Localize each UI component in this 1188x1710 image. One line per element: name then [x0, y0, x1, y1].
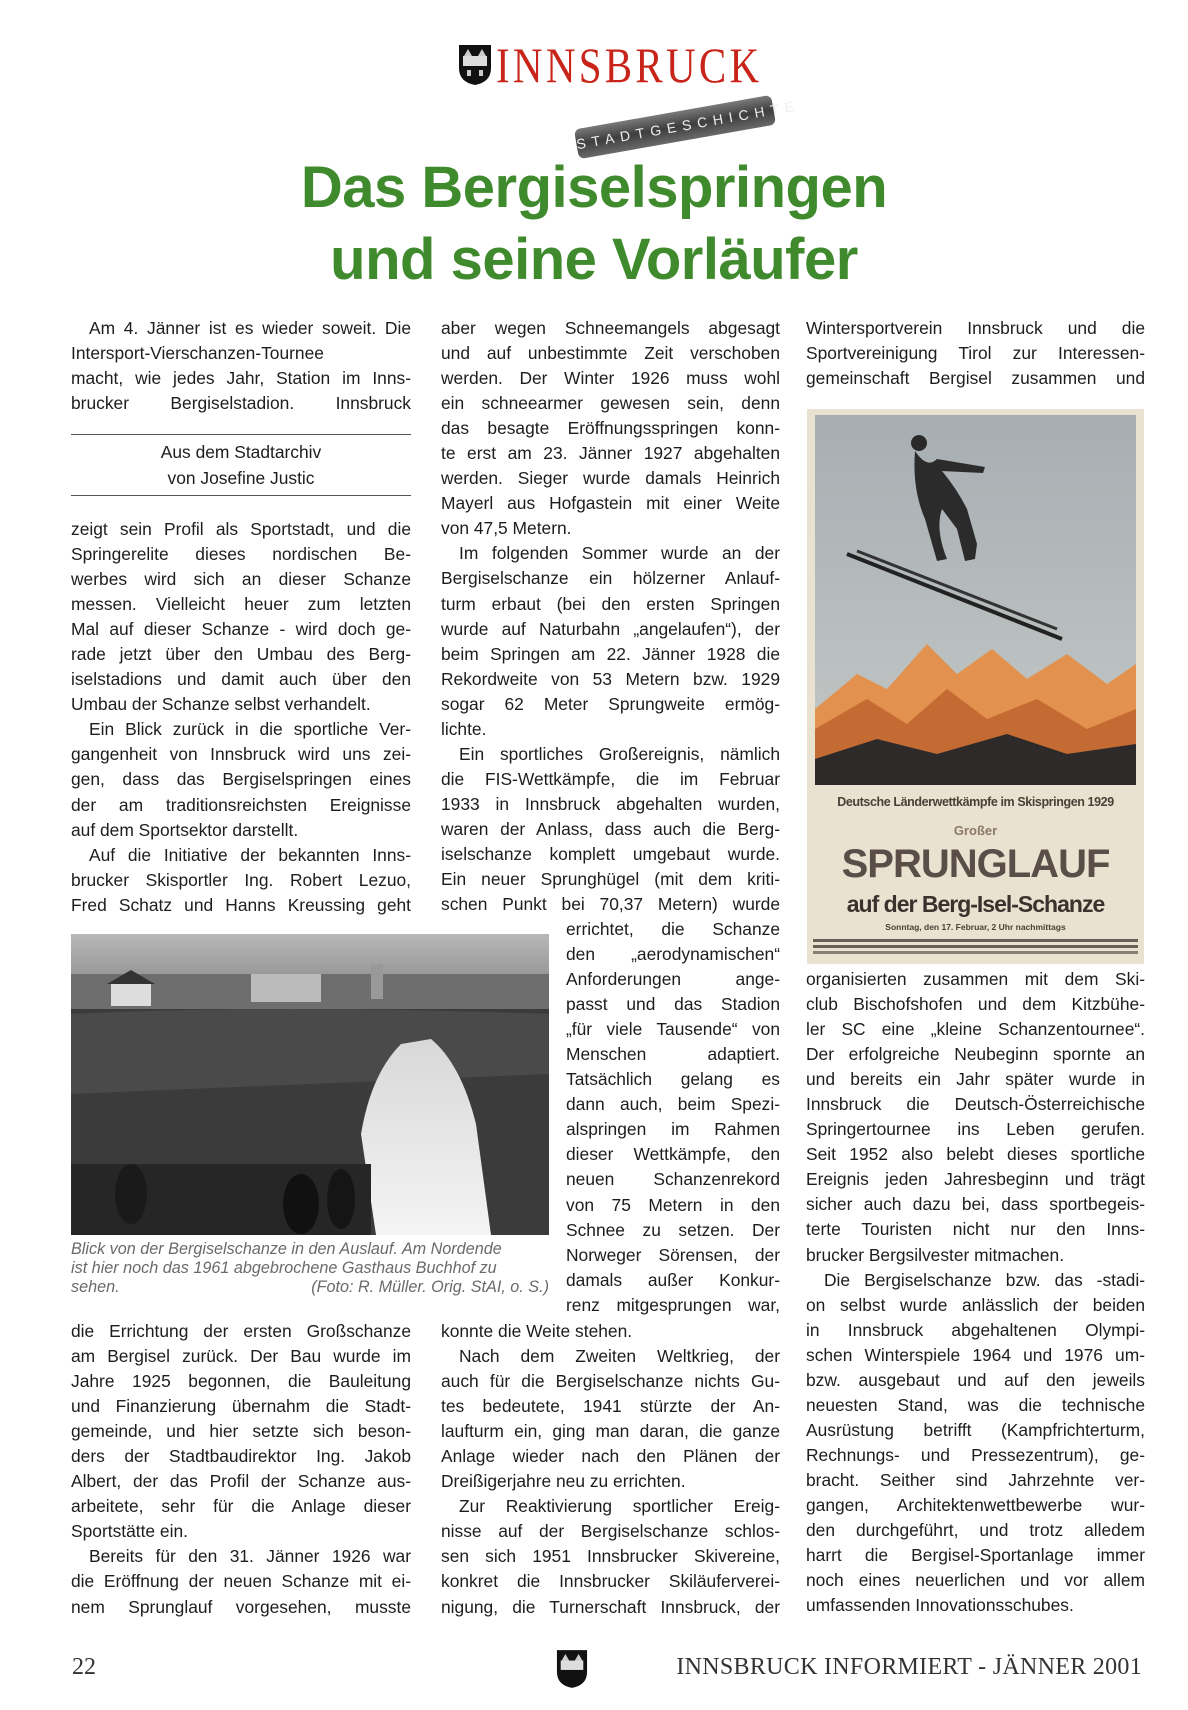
text-line: gemeinschaft Bergisel zusammen und [806, 368, 1145, 389]
text-line: 1933 in Innsbruck abgehalten wurden, [441, 793, 780, 814]
brand-title: INNSBRUCK [496, 37, 763, 93]
text-line: Sportstätte ein. [71, 1521, 188, 1542]
text-line: aber wegen Schneemangels abgesagt [441, 318, 780, 338]
text-line: Springertournee ins Leben gerufen. [806, 1119, 1145, 1140]
text-line: Ein sportliches Großereignis, nämlich [459, 743, 780, 764]
text-line: damals außer Konkur- [566, 1269, 780, 1290]
text-line: werbes wird sich an dieser Schanze [71, 569, 411, 590]
text-line: brucker Skisportler Ing. Robert Lezuo, [71, 869, 411, 890]
text-line: Ausrüstung betrifft (Kampfrichterturm, [806, 1419, 1145, 1440]
text-line: bracht. Seither sind Jahrzehnte ver- [806, 1469, 1145, 1490]
col1-body [71, 517, 411, 918]
text-line: club Bischofshofen und dem Kitzbühe- [806, 994, 1145, 1015]
text-line: der am traditionsreichsten Ereignisse [71, 794, 411, 815]
col3-intro [806, 316, 1145, 391]
text-line: Bergiselschanze ein hölzerner Anlauf- [441, 568, 780, 589]
col1-continued [71, 1319, 411, 1620]
poster-date: Sonntag, den 17. Februar, 2 Uhr nachmittags [885, 922, 1066, 932]
text-line: auch für die Bergiselschanze nichts Gu- [441, 1371, 780, 1392]
text-line: Norweger Sörensen, der [566, 1244, 780, 1265]
text-line: zeigt sein Profil als Sportstadt, und die [71, 519, 411, 539]
text-line: alspringen im Rahmen [566, 1119, 780, 1140]
sprunglauf-poster [807, 409, 1144, 964]
text-line: Mal auf dieser Schanze - wird doch ge- [71, 619, 411, 640]
text-line: Fred Schatz und Hanns Kreussing geht [71, 894, 411, 915]
text-line: und Finanzierung übernahm die Stadt- [71, 1396, 411, 1417]
text-line: schen Punkt bei 70,37 Metern) wurde [441, 894, 780, 915]
text-line: von 47,5 Metern. [441, 518, 572, 539]
text-line: Dreißigerjahre neu zu errichten. [441, 1471, 686, 1492]
col2-body [441, 316, 780, 917]
text-line: nem Sprunglauf vorgesehen, musste [71, 1596, 411, 1617]
text-line: renz mitgesprungen war, [566, 1294, 780, 1315]
text-line: waren der Anlass, dass auch die Berg- [441, 818, 780, 839]
text-line: die Eröffnung der neuen Schanze mit ei- [71, 1571, 411, 1592]
byline-author: von Josefine Justic [167, 468, 315, 488]
text-line: gangenheit von Innsbruck wird uns zei- [71, 744, 411, 765]
text-line: sicher auch dazu bei, dass sportbegeis- [806, 1194, 1145, 1215]
col3-body [806, 967, 1145, 1618]
caption-line: Blick von der Bergiselschanze in den Auslauf. Am Nordende [71, 1240, 502, 1258]
text-line: neuen Schanzenrekord [566, 1169, 780, 1190]
text-line: gangen, Architektenwettbewerbe wur- [806, 1494, 1145, 1515]
text-line: Seit 1952 also belebt dieses sportliche [806, 1144, 1145, 1165]
text-line: ler SC eine „kleine Schanzentournee“. [806, 1019, 1145, 1040]
col1-intro [71, 316, 411, 416]
text-line: laufturm ein, ging man daran, die ganze [441, 1421, 780, 1442]
text-line: Bereits für den 31. Jänner 1926 war [89, 1546, 411, 1567]
text-line: Im folgenden Sommer wurde an der [459, 543, 780, 564]
text-line: Sportvereinigung Tirol zur Interessen- [806, 343, 1145, 364]
caption-line: ist hier noch das 1961 abgebrochene Gasthaus Buchhof zu [71, 1259, 497, 1277]
text-line: werden. Der Winter 1926 muss wohl [441, 368, 780, 389]
text-line: schen Winterspiele 1964 und 1976 um- [806, 1344, 1145, 1365]
text-line: macht, wie jedes Jahr, Station im Inns- [71, 368, 411, 389]
caption-line: sehen. [71, 1278, 120, 1296]
text-line: beim Springen am 22. Jänner 1928 die [441, 643, 780, 664]
section-label: STADTGESCHICHTE [575, 97, 802, 153]
text-line: konnte die Weite stehen. [441, 1321, 633, 1341]
text-line: brucker Bergsilvester mitmachen. [806, 1244, 1065, 1265]
text-line: Zur Reaktivierung sportlicher Ereig- [459, 1496, 780, 1517]
text-line: Ein Blick zurück in die sportliche Ver- [89, 719, 411, 740]
text-line: Springerelite dieses nordischen Be- [71, 544, 411, 565]
text-line: ein schneearmer gewesen sein, denn [441, 393, 780, 414]
text-line: von 75 Metern in den [566, 1194, 780, 1215]
text-line: Tatsächlich gelang es [566, 1069, 780, 1090]
text-line: sen sich 1951 Innsbrucker Skivereine, [441, 1546, 780, 1567]
byline-source: Aus dem Stadtarchiv [160, 442, 322, 462]
text-line: dann auch, beim Spezi- [566, 1094, 780, 1115]
text-line: die FIS-Wettkämpfe, die im Februar [441, 768, 780, 789]
text-line: Menschen adaptiert. [566, 1044, 780, 1065]
text-line: Der erfolgreiche Neubeginn spornte an [806, 1044, 1145, 1065]
text-line: Ereignis jeden Jahresbeginn und trägt [806, 1169, 1145, 1190]
photo-credit: (Foto: R. Müller. Orig. StAI, o. S.) [311, 1278, 549, 1296]
text-line: und auf unbestimmte Zeit verschoben [441, 343, 780, 364]
text-line: rade jetzt über den Umbau des Berg- [71, 644, 411, 665]
section-banner [574, 95, 802, 159]
text-line: in Innsbruck abgehaltenen Olympi- [806, 1319, 1145, 1340]
text-line: und bereits ein Jahr später wurde in [806, 1069, 1145, 1090]
text-line: bzw. ausgebaut und auf den jeweils [806, 1369, 1145, 1390]
text-line: Mayerl aus Hofgastein mit einer Weite [441, 493, 780, 514]
text-line: Anlage wieder nach den Plänen der [441, 1446, 780, 1467]
text-line: errichtet, die Schanze [566, 919, 780, 939]
photo-caption [71, 1240, 549, 1297]
text-line: ders der Stadtbaudirektor Ing. Jakob [71, 1446, 411, 1467]
innsbruck-shield-logo [458, 44, 492, 91]
text-line: Jahre 1925 begonnen, die Bauleitung [71, 1371, 411, 1392]
text-line: Wintersportverein Innsbruck und die [806, 318, 1145, 338]
text-line: turm erbaut (bei den ersten Springen [441, 593, 780, 614]
text-line: noch eines neuerlichen und vor allem [806, 1570, 1145, 1591]
text-line: den durchgeführt, und trotz alledem [806, 1520, 1145, 1541]
stadium-photo [71, 934, 549, 1235]
poster-headline: Deutsche Länderwettkämpfe im Skispringen 1929 [837, 795, 1114, 809]
text-line: on selbst wurde anlässlich der beiden [806, 1294, 1145, 1315]
article-title-line1: Das Bergiselspringen [300, 155, 888, 220]
text-line: das besagte Eröffnungsspringen konn- [441, 418, 780, 439]
text-line: Schnee zu setzen. Der [566, 1219, 780, 1240]
col2-narrow [566, 917, 780, 1318]
text-line: te erst am 23. Jänner 1927 abgehalten [441, 443, 780, 464]
text-line: brucker Bergiselstadion. Innsbruck [71, 393, 411, 414]
text-line: Rechnungs- und Pressezentrum), ge- [806, 1444, 1145, 1465]
text-line: lichte. [441, 718, 487, 739]
text-line: am Bergisel zurück. Der Bau wurde im [71, 1346, 411, 1367]
text-line: Nach dem Zweiten Weltkrieg, der [459, 1346, 780, 1367]
footer-shield-icon [556, 1648, 588, 1695]
text-line: arbeitete, sehr für die Anlage dieser [71, 1496, 411, 1517]
divider [71, 434, 411, 435]
text-line: organisierten zusammen mit dem Ski- [806, 969, 1145, 989]
text-line: werden. Sieger wurde damals Heinrich [441, 468, 780, 489]
text-line: terte Touristen nicht nur den Inns- [806, 1219, 1145, 1240]
text-line: Umbau der Schanze selbst verhandelt. [71, 694, 371, 715]
text-line: gen, dass das Bergiselspringen eines [71, 769, 411, 790]
text-line: die Errichtung der ersten Großschanze [71, 1321, 411, 1341]
text-line: sogar 62 Meter Sprungweite ermög- [441, 693, 780, 714]
poster-venue: auf der Berg-Isel-Schanze [846, 891, 1105, 917]
text-line: umfassenden Innovationsschubes. [806, 1595, 1074, 1616]
text-line: konkret die Innsbrucker Skiläuferverei- [441, 1571, 780, 1592]
text-line: Die Bergiselschanze bzw. das -stadi- [824, 1269, 1145, 1290]
text-line: nigung, die Turnerschaft Innsbruck, der [441, 1596, 780, 1617]
page-number: 22 [72, 1654, 96, 1680]
text-line: Auf die Initiative der bekannten Inns- [89, 844, 411, 865]
text-line: harrt die Bergisel-Sportanlage immer [806, 1545, 1145, 1566]
text-line: Ein neuer Sprunghügel (mit dem kriti- [441, 869, 780, 890]
text-line: gemeinde, und hier setzte sich beson- [71, 1421, 411, 1442]
text-line: dieser Wettkämpfe, den [566, 1144, 780, 1165]
text-line: iselschanze komplett umgebaut wurde. [441, 843, 780, 864]
text-line: neuesten Stand, was die technische [806, 1394, 1145, 1415]
text-line: Intersport-Vierschanzen-Tournee [71, 343, 324, 364]
text-line: Rekordweite von 53 Metern bzw. 1929 [441, 668, 780, 689]
publication-name: INNSBRUCK INFORMIERT - JÄNNER 2001 [676, 1654, 1142, 1680]
divider [71, 495, 411, 496]
text-line: messen. Vielleicht heuer zum letzten [71, 594, 411, 615]
text-line: Anforderungen ange- [566, 969, 780, 990]
text-line: Albert, der das Profil der Schanze aus- [71, 1471, 411, 1492]
poster-subtitle: Großer [953, 823, 998, 838]
text-line: auf dem Sportsektor darstellt. [71, 819, 299, 840]
poster-title: SPRUNGLAUF [841, 842, 1110, 886]
text-line: Am 4. Jänner ist es wieder soweit. Die [89, 318, 411, 338]
text-line: Innsbruck die Deutsch-Österreichische [806, 1094, 1145, 1115]
text-line: nisse auf der Bergiselschanze schlos- [441, 1521, 780, 1542]
text-line: iselstadions und damit auch über den [71, 669, 411, 690]
poster-fineprint [813, 939, 1138, 942]
text-line: den „aerodynamischen“ [566, 944, 780, 965]
text-line: „für viele Tausende“ von [566, 1019, 780, 1040]
text-line: tes bedeutete, 1941 stürzte der An- [441, 1396, 780, 1417]
text-line: wurde auf Naturbahn „angelaufen“), der [441, 618, 780, 639]
text-line: passt und das Stadion [566, 994, 780, 1015]
col2-continued [441, 1319, 780, 1620]
article-title-line2: und seine Vorläufer [330, 227, 858, 292]
